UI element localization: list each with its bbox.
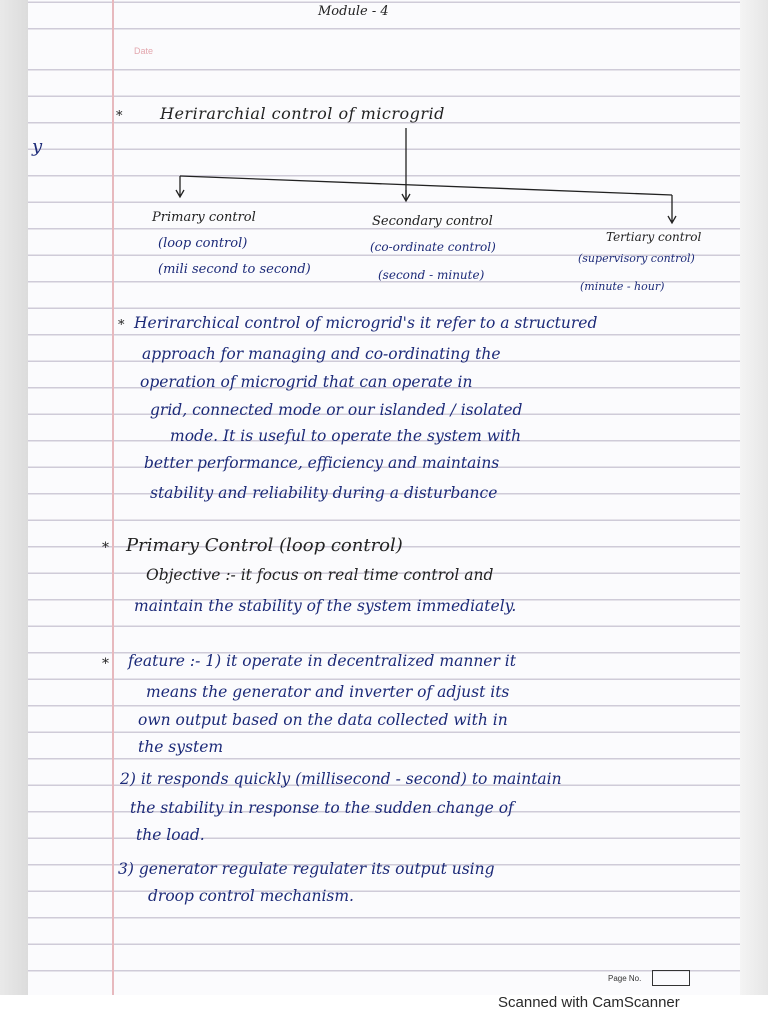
primary-section-bullet: *	[102, 540, 109, 556]
definition-line: operation of microgrid that can operate in	[140, 373, 473, 391]
left-arrow	[176, 176, 184, 197]
feature-line: 2) it responds quickly (millisecond - second) to maintain	[120, 770, 562, 788]
scanner-watermark: Scanned with CamScanner	[498, 994, 680, 1011]
center-arrow	[402, 190, 410, 201]
date-label: Date	[134, 46, 154, 56]
tertiary-branch-sub2: (minute - hour)	[580, 280, 665, 293]
definition-line: better performance, efficiency and maintains	[144, 454, 500, 472]
feature-line: own output based on the data collected with in	[138, 711, 508, 729]
feature-line: the system	[138, 738, 224, 756]
tertiary-branch-sub1: (supervisory control)	[578, 252, 695, 265]
margin-mark: y	[32, 136, 43, 157]
secondary-branch-sub2: (second - minute)	[378, 268, 485, 282]
secondary-branch-sub1: (co-ordinate control)	[370, 240, 496, 254]
title-bullet: *	[116, 109, 123, 124]
tertiary-branch-title: Tertiary control	[606, 230, 702, 244]
primary-section-heading: Primary Control (loop control)	[126, 535, 403, 556]
hierarchy-title: Herirarchial control of microgrid	[160, 104, 445, 123]
definition-line: approach for managing and co-ordinating the	[142, 345, 501, 363]
feature-line: the stability in response to the sudden change of	[130, 799, 514, 817]
feature-line: feature :- 1) it operate in decentralized manner it	[128, 652, 516, 670]
primary-branch-title: Primary control	[152, 210, 256, 225]
primary-branch-sub2: (mili second to second)	[158, 262, 311, 277]
definition-line: grid, connected mode or our islanded / isolated	[150, 401, 523, 419]
page-number-box	[652, 970, 690, 986]
feature-line: droop control mechanism.	[148, 887, 354, 905]
objective-line: maintain the stability of the system immediately.	[134, 597, 517, 615]
definition-line: mode. It is useful to operate the system with	[170, 427, 522, 445]
feature-line: the load.	[136, 826, 205, 844]
page-number-label: Page No.	[608, 974, 642, 983]
module-heading: Module - 4	[318, 4, 389, 19]
primary-branch-sub1: (loop control)	[158, 236, 248, 251]
definition-bullet: *	[118, 318, 125, 333]
right-arrow	[668, 195, 676, 223]
definition-line: Herirarchical control of microgrid's it refer to a structured	[134, 314, 598, 332]
objective-line: Objective :- it focus on real time control and	[146, 566, 494, 584]
secondary-branch-title: Secondary control	[372, 214, 493, 229]
definition-line: stability and reliability during a disturbance	[150, 484, 498, 502]
branch-line	[180, 176, 672, 195]
feature-bullet: *	[102, 656, 109, 672]
feature-line: means the generator and inverter of adjust its	[146, 683, 510, 701]
feature-line: 3) generator regulate regulater its output using	[118, 860, 495, 878]
